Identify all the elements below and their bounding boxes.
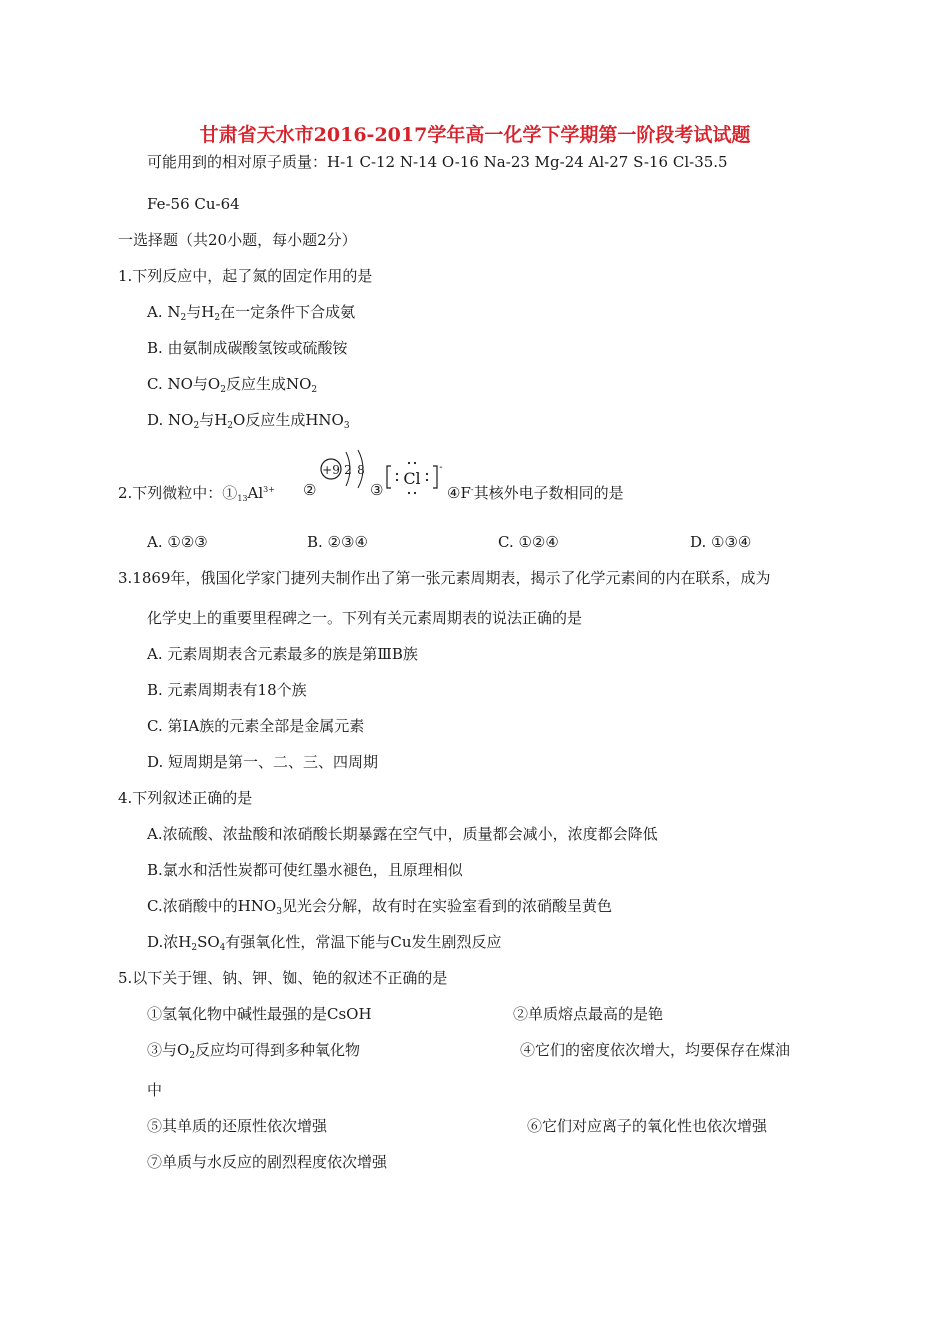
q3-option-b: B. 元素周期表有18个族 <box>147 681 307 699</box>
q4-option-b: B.氯水和活性炭都可使红墨水褪色，且原理相似 <box>147 861 463 879</box>
q5-item-4: ④它们的密度依次增大，均要保存在煤油 <box>520 1041 791 1059</box>
q5-item-2: ②单质熔点最高的是铯 <box>513 1005 664 1023</box>
left-bracket <box>387 466 391 488</box>
q2-option-c: C. ①②④ <box>498 533 559 551</box>
q1-option-d: D. $NO_2$与$H_2O$反应生成$HNO_3$ <box>147 411 350 431</box>
electron-dot <box>426 479 428 481</box>
q5-item-4-continued: 中 <box>147 1081 163 1099</box>
q5-item-5: ⑤其单质的还原性依次增强 <box>147 1117 328 1135</box>
fluoride-ion-structure-diagram <box>318 446 374 496</box>
atomic-masses-line2: Fe-56 Cu-64 <box>147 195 240 213</box>
electron-dot <box>408 492 410 494</box>
chlorine-symbol: Cl <box>403 469 421 488</box>
q3-stem-line2: 化学史上的重要里程碑之一。下列有关元素周期表的说法正确的是 <box>147 609 583 627</box>
q2-option-b: B. ②③④ <box>307 533 368 551</box>
q2-marker-2: ② <box>303 481 317 499</box>
electron-dot <box>414 462 416 464</box>
q3-option-d: D. 短周期是第一、二、三、四周期 <box>147 753 379 771</box>
q4-stem: 4.下列叙述正确的是 <box>118 789 253 807</box>
q4-option-c: C.浓硝酸中的$HNO_3$见光会分解，故有时在实验室看到的浓硝酸呈黄色 <box>147 897 612 917</box>
q2-option-d: D. ①③④ <box>690 533 752 551</box>
q3-option-a: A. 元素周期表含元素最多的族是第ⅢB族 <box>147 645 418 663</box>
q3-option-c: C. 第ⅠA族的元素全部是金属元素 <box>147 717 365 735</box>
q2-stem-part2: ④F-其核外电子数相同的是 <box>447 484 624 502</box>
right-bracket <box>433 466 437 488</box>
q5-item-7: ⑦单质与水反应的剧烈程度依次增强 <box>147 1153 388 1171</box>
nucleus-label: +9 <box>322 463 340 477</box>
q4-option-a: A.浓硫酸、浓盐酸和浓硝酸长期暴露在空气中，质量都会减小，浓度都会降低 <box>147 825 658 843</box>
q4-option-d: D.浓$H_2SO_4$有强氧化性，常温下能与Cu发生剧烈反应 <box>147 933 502 953</box>
chloride-charge: - <box>439 462 443 473</box>
electron-dot <box>414 492 416 494</box>
q2-option-a: A. ①②③ <box>147 533 208 551</box>
document-title: 甘肃省天水市2016-2017学年高一化学下学期第一阶段考试试题 <box>199 124 751 146</box>
q2-stem-part1: 2.下列微粒中：$①_{13}Al^{3+}$ <box>118 484 275 503</box>
chloride-ion-electron-dot-diagram <box>383 460 447 498</box>
electron-dot <box>396 479 398 481</box>
electron-dot <box>396 473 398 475</box>
q1-option-a: A. $N_2$与$H_2$在一定条件下合成氨 <box>147 303 356 323</box>
q1-option-c: C. NO与$O_2$反应生成$NO_2$ <box>147 375 318 395</box>
electron-dot <box>426 473 428 475</box>
shell-2-electrons: 8 <box>357 463 365 477</box>
q5-item-3: ③与$O_2$反应均可得到多种氧化物 <box>147 1041 361 1061</box>
q5-stem: 5.以下关于锂、钠、钾、铷、铯的叙述不正确的是 <box>118 969 448 987</box>
q2-marker-3: ③ <box>370 481 384 499</box>
electron-dot <box>408 462 410 464</box>
atomic-masses-line1: 可能用到的相对原子质量：H-1 C-12 N-14 O-16 Na-23 Mg-24 Al-27 S-16 Cl-35.5 <box>147 153 728 171</box>
q3-stem-line1: 3.1869年，俄国化学家门捷列夫制作出了第一张元素周期表，揭示了化学元素间的内在联系，成为 <box>118 569 771 587</box>
q1-stem: 1.下列反应中，起了氮的固定作用的是 <box>118 267 373 285</box>
q5-item-1: ①氢氧化物中碱性最强的是CsOH <box>147 1005 372 1023</box>
q5-item-6: ⑥它们对应离子的氧化性也依次增强 <box>527 1117 768 1135</box>
section-heading: 一选择题（共20小题，每小题2分） <box>118 231 357 249</box>
shell-1-electrons: 2 <box>344 463 352 477</box>
q1-option-b: B. 由氨制成碳酸氢铵或硫酸铵 <box>147 339 348 357</box>
